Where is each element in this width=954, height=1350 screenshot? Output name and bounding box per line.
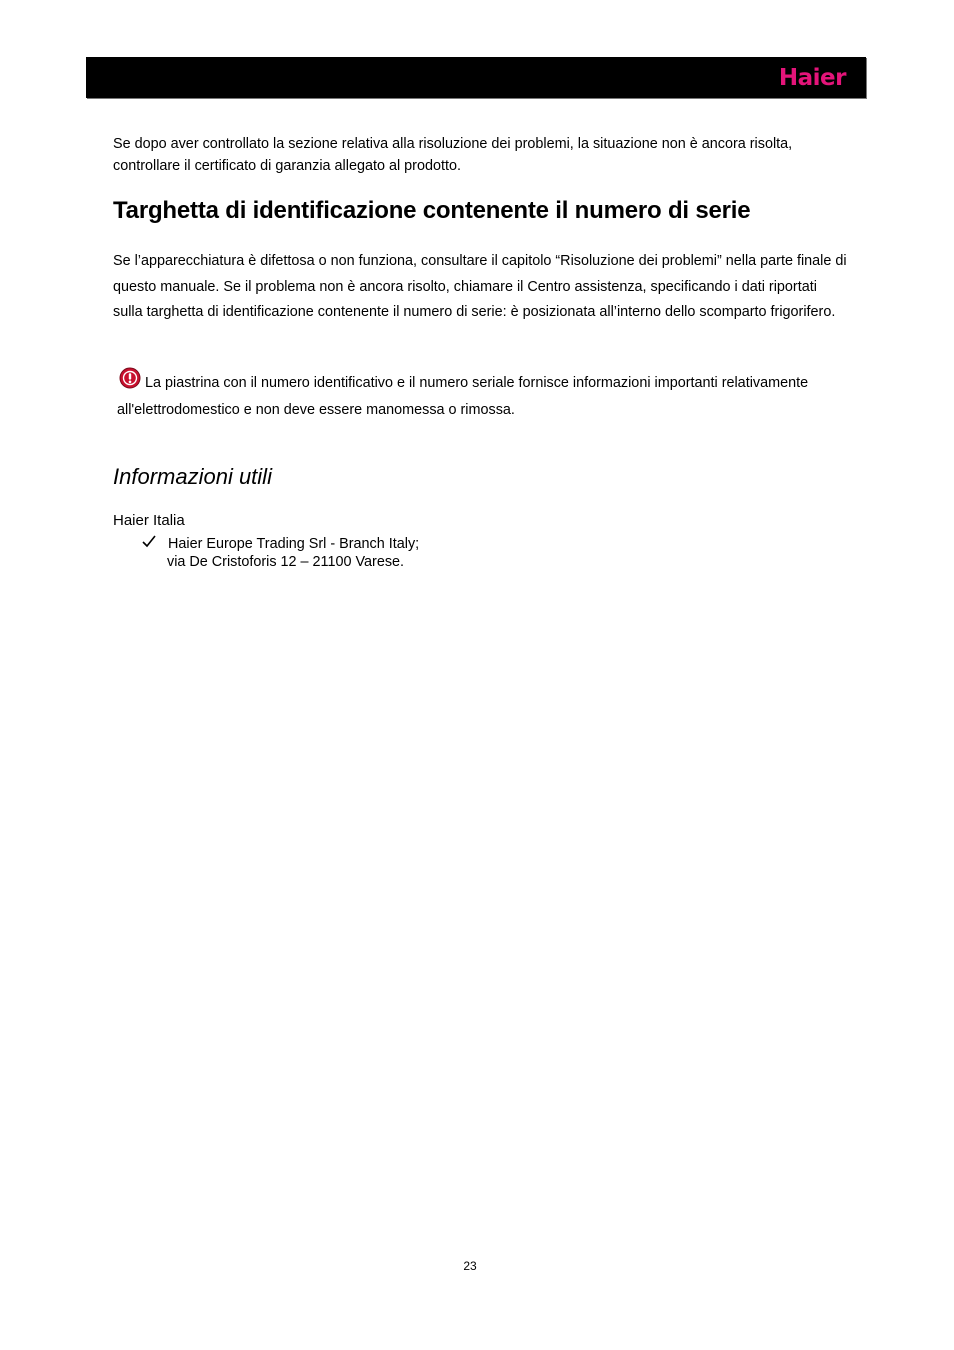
- section-title-identification: Targhetta di identificazione contenente il numero di serie: [113, 197, 751, 224]
- section-title-info: Informazioni utili: [113, 464, 272, 489]
- intro-paragraph: Se dopo aver controllato la sezione relativa alla risoluzione dei problemi, la situazione non è ancora risolta, controllare il certificato di garanzia allegato al prodotto.: [113, 136, 793, 174]
- warning-note: [117, 367, 847, 423]
- identification-paragraph: Se l’apparecchiatura è difettosa o non funziona, consultare il capitolo “Risoluzione dei problemi” nella parte finale di questo manuale. Se il problema non è ancora risolto, chiamare il Centro assistenza, specificando i dati riportati sulla targhetta di identificazione contenente il numero di serie: è posizionata all’interno dello scomparto frigorifero.: [113, 253, 847, 320]
- address-line-1: Haier Europe Trading Srl - Branch Italy;: [168, 536, 420, 552]
- haier-logo: Haier: [778, 65, 846, 91]
- warning-text: La piastrina con il numero identificativo e il numero seriale fornisce informazioni importanti relativamente all'elettrodomestico e non deve essere manomessa o rimossa.: [117, 375, 809, 418]
- page-number: 23: [463, 1259, 477, 1273]
- check-icon: [142, 534, 160, 552]
- address-line-2: via De Cristoforis 12 – 21100 Varese.: [167, 554, 405, 570]
- company-label: Haier Italia: [113, 512, 185, 529]
- header-bar: [86, 57, 866, 98]
- warning-icon: [119, 367, 141, 398]
- address-list-item: [142, 534, 419, 571]
